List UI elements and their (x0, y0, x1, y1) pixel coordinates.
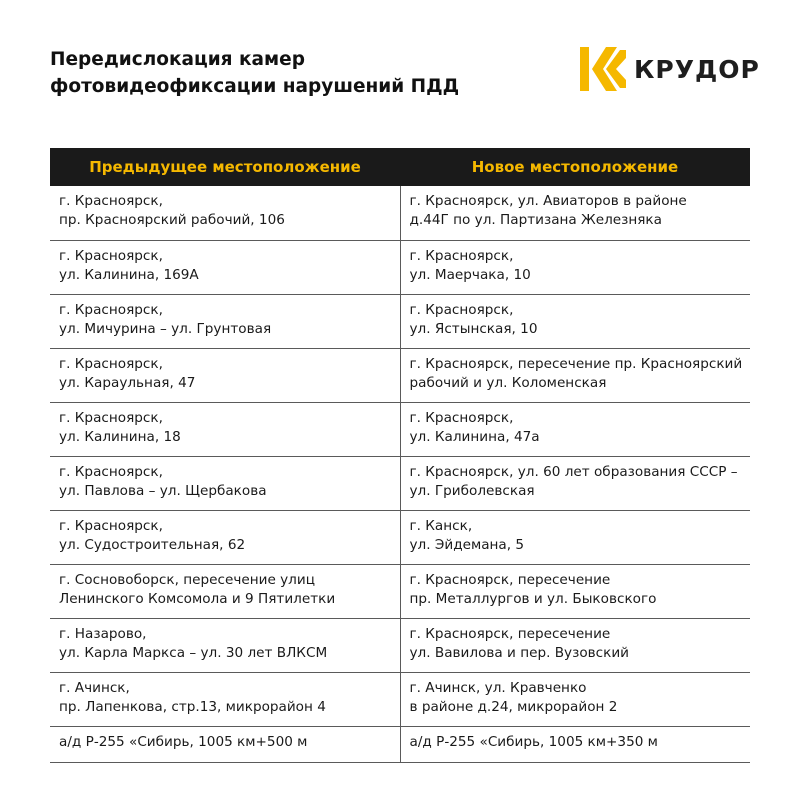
cell-line: пр. Лапенкова, стр.13, микрорайон 4 (59, 698, 326, 715)
cell-line: ул. Судостроительная, 62 (59, 536, 246, 553)
krudor-logo (580, 47, 760, 91)
cell-new-location (400, 186, 750, 240)
table-body (50, 186, 750, 762)
cell-previous-location (50, 618, 400, 672)
cell-line: г. Красноярск, пересечение пр. Красноярский (409, 355, 743, 372)
cell-new-location (400, 672, 750, 726)
column-header-new: Новое местоположение (400, 148, 750, 186)
column-header-previous: Предыдущее местоположение (50, 148, 400, 186)
table-row (50, 294, 750, 348)
cell-line: ул. Калинина, 47а (409, 428, 540, 445)
cell-line: г. Красноярск, (59, 301, 163, 318)
cell-new-location (400, 348, 750, 402)
cell-previous-location (50, 294, 400, 348)
cell-previous-location (50, 402, 400, 456)
cell-line: г. Красноярск, (409, 247, 514, 264)
cell-new-location (400, 510, 750, 564)
cell-line: ул. Павлова – ул. Щербакова (59, 482, 267, 499)
cell-previous-location (50, 240, 400, 294)
cell-line: г. Сосновоборск, пересечение улиц (59, 571, 315, 588)
cell-line: пр. Металлургов и ул. Быковского (409, 590, 657, 607)
title-line-2: фотовидеофиксации нарушений ПДД (50, 76, 460, 97)
cell-line: ул. Карла Маркса – ул. 30 лет ВЛКСМ (59, 644, 328, 661)
cell-new-location (400, 726, 750, 762)
cell-new-location (400, 564, 750, 618)
cell-line: г. Красноярск, (409, 301, 514, 318)
table-row (50, 240, 750, 294)
cell-line: г. Красноярск, ул. 60 лет образования СССР – (409, 463, 738, 480)
cell-new-location (400, 240, 750, 294)
cell-line: ул. Караульная, 47 (59, 374, 196, 391)
cell-line: пр. Красноярский рабочий, 106 (59, 212, 285, 228)
cell-previous-location (50, 564, 400, 618)
cell-line: г. Назарово, (59, 625, 147, 642)
cell-previous-location (50, 510, 400, 564)
cell-previous-location (50, 456, 400, 510)
cell-previous-location (50, 672, 400, 726)
cell-line: ул. Гриболевская (409, 482, 535, 499)
cell-line: ул. Калинина, 18 (59, 428, 181, 445)
cell-line: д.44Г по ул. Партизана Железняка (409, 212, 662, 228)
cell-line: а/д Р-255 «Сибирь, 1005 км+350 м (409, 733, 658, 750)
cell-line: г. Красноярск, (59, 517, 163, 534)
cell-line: ул. Мичурина – ул. Грунтовая (59, 320, 272, 337)
cell-new-location (400, 294, 750, 348)
cell-line: ул. Эйдемана, 5 (409, 536, 525, 553)
cell-line: г. Красноярск, пересечение (409, 571, 611, 588)
page-title (50, 46, 530, 100)
cell-line: г. Красноярск, (59, 193, 163, 209)
title-line-1: Передислокация камер (50, 49, 305, 70)
cell-line: ул. Вавилова и пер. Вузовский (409, 644, 630, 661)
krudor-chevron-icon (580, 47, 626, 91)
table-row (50, 186, 750, 240)
cell-line: а/д Р-255 «Сибирь, 1005 км+500 м (59, 733, 308, 750)
table-row (50, 456, 750, 510)
cell-line: ул. Ястынская, 10 (409, 320, 538, 337)
table-header-row (50, 148, 750, 186)
cell-line: г. Красноярск, (59, 247, 163, 264)
cell-previous-location (50, 726, 400, 762)
cell-line: в районе д.24, микрорайон 2 (409, 698, 618, 715)
relocation-table (50, 148, 750, 763)
logo-text: КРУДОР (634, 54, 760, 84)
cell-line: Ленинского Комсомола и 9 Пятилетки (59, 590, 336, 607)
cell-line: г. Красноярск, (59, 409, 163, 426)
cell-line: г. Красноярск, пересечение (409, 625, 611, 642)
cell-line: г. Ачинск, (59, 679, 130, 696)
table-row (50, 402, 750, 456)
cell-line: ул. Маерчака, 10 (409, 266, 531, 283)
cell-line: рабочий и ул. Коломенская (409, 374, 607, 391)
table-row (50, 348, 750, 402)
table-row (50, 726, 750, 762)
table-row (50, 618, 750, 672)
table-row (50, 510, 750, 564)
cell-line: г. Красноярск, ул. Авиаторов в районе (409, 193, 687, 209)
cell-line: г. Красноярск, (59, 463, 163, 480)
cell-previous-location (50, 348, 400, 402)
cell-line: г. Канск, (409, 517, 473, 534)
table-row (50, 564, 750, 618)
cell-new-location (400, 456, 750, 510)
cell-previous-location (50, 186, 400, 240)
cell-line: ул. Калинина, 169А (59, 266, 199, 283)
cell-line: г. Красноярск, (59, 355, 163, 372)
cell-new-location (400, 618, 750, 672)
table-row (50, 672, 750, 726)
cell-line: г. Красноярск, (409, 409, 514, 426)
cell-line: г. Ачинск, ул. Кравченко (409, 679, 587, 696)
cell-new-location (400, 402, 750, 456)
